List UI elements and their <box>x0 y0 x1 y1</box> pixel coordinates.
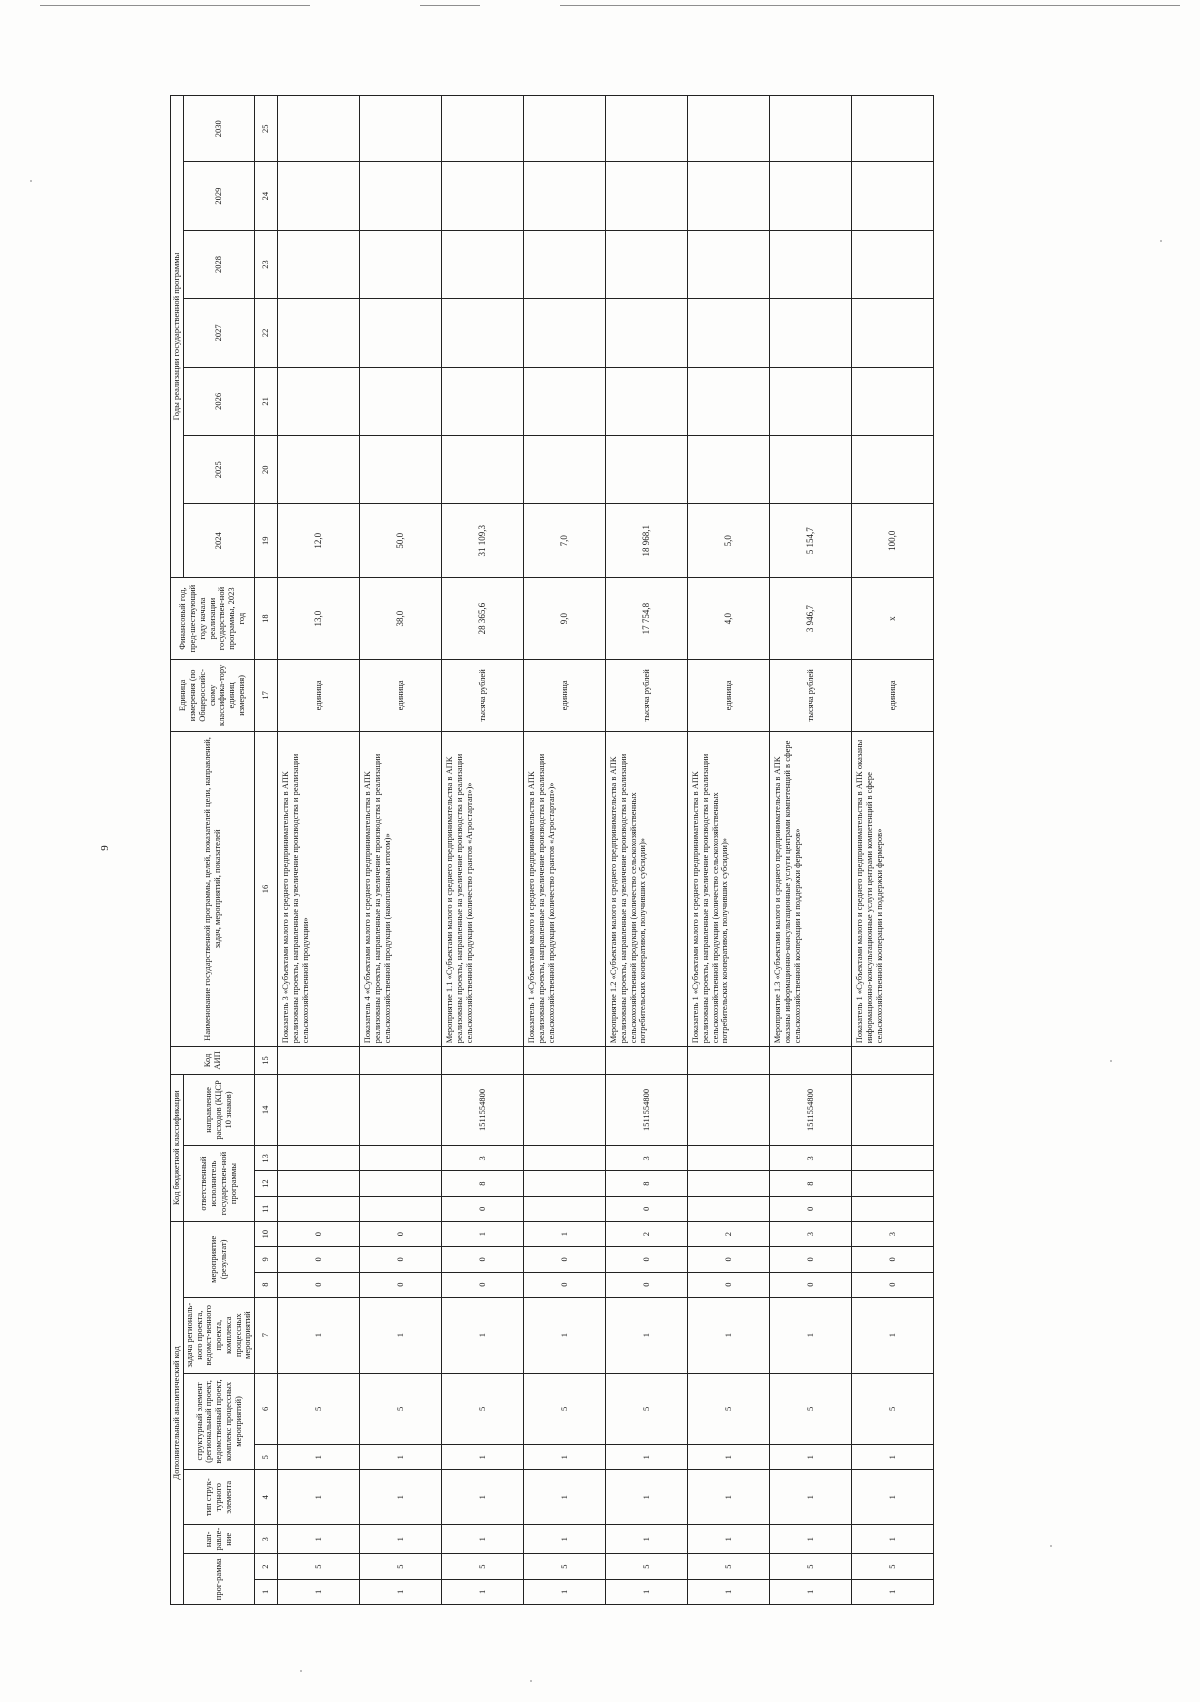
row-code-cell <box>278 1171 360 1196</box>
row-code-cell: 1 <box>688 1445 770 1470</box>
row-code-cell: 0 <box>278 1247 360 1272</box>
row-code-cell: 1 <box>278 1470 360 1525</box>
row-code-cell: 0 <box>360 1221 442 1246</box>
header-unit: Единица измерения (по Общероссийс-скому классифика-тору единиц измерения) <box>171 660 255 732</box>
row-code-cell <box>770 1047 852 1074</box>
row-code-cell: 1 <box>852 1579 934 1604</box>
row-empty-year-cell <box>770 436 852 504</box>
row-empty-year-cell <box>524 367 606 435</box>
col-num: 4 <box>255 1470 278 1525</box>
row-empty-year-cell <box>606 230 688 298</box>
row-code-cell: 1 <box>524 1221 606 1246</box>
row-2024-value: 100,0 <box>852 504 934 578</box>
col-num: 23 <box>255 230 278 298</box>
row-2024-value: 50,0 <box>360 504 442 578</box>
row-unit-cell: единица <box>360 660 442 732</box>
row-base-year-value: 17 754,8 <box>606 578 688 660</box>
row-empty-year-cell <box>852 96 934 162</box>
row-code-cell: 5 <box>360 1554 442 1579</box>
row-code-cell: 1 <box>852 1525 934 1554</box>
row-code-cell: 8 <box>442 1171 524 1196</box>
row-code-cell: 0 <box>524 1272 606 1297</box>
col-num: 19 <box>255 504 278 578</box>
row-code-cell: 1 <box>524 1470 606 1525</box>
row-code-cell: 1 <box>442 1579 524 1604</box>
row-empty-year-cell <box>278 299 360 367</box>
row-unit-cell: единица <box>524 660 606 732</box>
row-code-cell: 1 <box>278 1525 360 1554</box>
row-code-cell: 0 <box>770 1272 852 1297</box>
row-empty-year-cell <box>524 96 606 162</box>
row-empty-year-cell <box>688 299 770 367</box>
row-code-cell: 1511554800 <box>606 1074 688 1146</box>
row-empty-year-cell <box>688 367 770 435</box>
row-empty-year-cell <box>360 299 442 367</box>
row-code-cell: 0 <box>360 1247 442 1272</box>
row-code-cell <box>688 1074 770 1146</box>
header-year-2024: 2024 <box>183 504 254 578</box>
column-number-row <box>255 96 278 1605</box>
row-code-cell <box>688 1047 770 1074</box>
row-unit-cell: единица <box>278 660 360 732</box>
row-code-cell <box>852 1196 934 1221</box>
row-empty-year-cell <box>852 299 934 367</box>
row-base-year-value: 38,0 <box>360 578 442 660</box>
row-empty-year-cell <box>442 96 524 162</box>
row-empty-year-cell <box>442 299 524 367</box>
col-num: 25 <box>255 96 278 162</box>
row-code-cell <box>360 1074 442 1146</box>
row-base-year-value: 13,0 <box>278 578 360 660</box>
row-code-cell: 1511554800 <box>442 1074 524 1146</box>
row-code-cell: 1 <box>442 1221 524 1246</box>
row-empty-year-cell <box>606 367 688 435</box>
row-name-cell: Показатель 4 «Субъектами малого и среднего предпринимательства в АПК реализованы проекты, направленные на увеличение производства и реализации сельскохозяйственной продукции (накопленным итогом)» <box>360 731 442 1047</box>
row-code-cell: 5 <box>770 1373 852 1445</box>
header-year-2025: 2025 <box>183 436 254 504</box>
col-num: 12 <box>255 1171 278 1196</box>
col-num: 8 <box>255 1272 278 1297</box>
row-code-cell: 0 <box>442 1196 524 1221</box>
row-empty-year-cell <box>524 299 606 367</box>
row-code-cell <box>852 1146 934 1171</box>
row-empty-year-cell <box>852 367 934 435</box>
col-num: 16 <box>255 731 278 1047</box>
row-empty-year-cell <box>770 367 852 435</box>
row-code-cell: 2 <box>606 1221 688 1246</box>
header-year-2026: 2026 <box>183 367 254 435</box>
row-base-year-value: 4,0 <box>688 578 770 660</box>
row-empty-year-cell <box>360 367 442 435</box>
col-num: 9 <box>255 1247 278 1272</box>
header-base-year: Финансовый год, пред-шествующий году начала реализации государствен-ной программы, 2023 год <box>171 578 255 660</box>
row-code-cell: 3 <box>606 1146 688 1171</box>
row-2024-value: 31 109,3 <box>442 504 524 578</box>
row-code-cell: 1 <box>606 1297 688 1373</box>
col-num: 5 <box>255 1445 278 1470</box>
col-num: 18 <box>255 578 278 660</box>
col-num: 7 <box>255 1297 278 1373</box>
row-code-cell <box>360 1047 442 1074</box>
col-num: 6 <box>255 1373 278 1445</box>
row-code-cell: 1 <box>770 1525 852 1554</box>
row-unit-cell: единица <box>852 660 934 732</box>
row-code-cell: 3 <box>770 1221 852 1246</box>
row-code-cell <box>524 1074 606 1146</box>
row-code-cell: 0 <box>606 1272 688 1297</box>
row-code-cell: 1 <box>688 1297 770 1373</box>
row-code-cell <box>360 1146 442 1171</box>
row-code-cell: 1 <box>360 1525 442 1554</box>
row-code-cell: 5 <box>770 1554 852 1579</box>
row-code-cell: 1 <box>852 1445 934 1470</box>
row-code-cell: 5 <box>442 1554 524 1579</box>
table-row <box>278 96 360 1605</box>
scan-speck <box>530 1680 532 1682</box>
table-body <box>255 96 934 1605</box>
row-code-cell: 1 <box>688 1579 770 1604</box>
program-table <box>170 95 934 1605</box>
row-code-cell <box>688 1171 770 1196</box>
row-name-cell: Показатель 3 «Субъектами малого и среднего предпринимательства в АПК реализованы проекты, направленные на увеличение производства и реализации сельскохозяйственной продукции» <box>278 731 360 1047</box>
row-unit-cell: тысяча рублей <box>442 660 524 732</box>
row-empty-year-cell <box>852 162 934 230</box>
row-empty-year-cell <box>852 230 934 298</box>
row-code-cell: 1 <box>524 1579 606 1604</box>
table-row <box>770 96 852 1605</box>
scan-edge-top-left <box>40 5 310 6</box>
row-2024-value: 5 154,7 <box>770 504 852 578</box>
col-num: 2 <box>255 1554 278 1579</box>
col-num: 20 <box>255 436 278 504</box>
row-empty-year-cell <box>606 96 688 162</box>
scan-speck <box>1160 240 1162 242</box>
row-name-cell: Показатель 1 «Субъектами малого и среднего предпринимательства в АПК реализованы проекты, направленные на увеличение производства и реализации сельскохозяйственной продукции (количество сельскохозяйственных потребительских кооперативов, получивших субсидии)» <box>688 731 770 1047</box>
row-code-cell: 1 <box>606 1445 688 1470</box>
row-empty-year-cell <box>278 96 360 162</box>
row-code-cell <box>278 1074 360 1146</box>
row-code-cell: 1 <box>606 1470 688 1525</box>
row-name-cell: Показатель 1 «Субъектами малого и среднего предпринимательства в АПК реализованы проекты, направленные на увеличение производства и реализации сельскохозяйственной продукции (количество грантов «Агростартап»)» <box>524 731 606 1047</box>
row-code-cell: 0 <box>852 1272 934 1297</box>
row-code-cell: 5 <box>688 1373 770 1445</box>
row-code-cell: 0 <box>688 1247 770 1272</box>
header-year-2030: 2030 <box>183 96 254 162</box>
row-code-cell <box>606 1047 688 1074</box>
header-struct-element: структурный элемент (региональный проект, ведомственный проект, комплекс процессных мероприятий) <box>183 1373 254 1470</box>
row-code-cell: 0 <box>852 1247 934 1272</box>
row-unit-cell: единица <box>688 660 770 732</box>
table-row <box>852 96 934 1605</box>
row-code-cell <box>688 1196 770 1221</box>
row-empty-year-cell <box>770 230 852 298</box>
row-empty-year-cell <box>688 162 770 230</box>
header-aip-code: Код АИП <box>171 1047 255 1074</box>
row-base-year-value: 28 365,6 <box>442 578 524 660</box>
row-unit-cell: тысяча рублей <box>770 660 852 732</box>
row-base-year-value: х <box>852 578 934 660</box>
header-executor: ответственный исполнитель государствен-ной программы <box>183 1146 254 1222</box>
header-year-2029: 2029 <box>183 162 254 230</box>
table-row <box>606 96 688 1605</box>
row-code-cell: 0 <box>524 1247 606 1272</box>
row-empty-year-cell <box>606 299 688 367</box>
row-code-cell <box>852 1047 934 1074</box>
row-empty-year-cell <box>442 230 524 298</box>
scan-edge-top-middle <box>420 5 480 6</box>
row-code-cell: 5 <box>524 1554 606 1579</box>
row-empty-year-cell <box>524 162 606 230</box>
row-code-cell: 0 <box>278 1272 360 1297</box>
row-code-cell: 1 <box>688 1525 770 1554</box>
row-code-cell <box>360 1196 442 1221</box>
row-code-cell: 1 <box>278 1579 360 1604</box>
row-code-cell: 5 <box>606 1554 688 1579</box>
row-code-cell: 1 <box>524 1445 606 1470</box>
row-code-cell <box>278 1047 360 1074</box>
row-code-cell: 8 <box>770 1171 852 1196</box>
row-empty-year-cell <box>360 96 442 162</box>
header-year-2028: 2028 <box>183 230 254 298</box>
row-code-cell: 0 <box>770 1247 852 1272</box>
row-unit-cell: тысяча рублей <box>606 660 688 732</box>
row-code-cell: 5 <box>442 1373 524 1445</box>
col-num: 15 <box>255 1047 278 1074</box>
row-code-cell: 1 <box>606 1579 688 1604</box>
row-empty-year-cell <box>606 162 688 230</box>
row-code-cell: 0 <box>442 1272 524 1297</box>
row-name-cell: Мероприятие 1.2 «Субъектами малого и среднего предпринимательства в АПК реализованы проекты, направленные на увеличение производства и реализации сельскохозяйственной продукции (количество сельскохозяйственных потребительских кооперативов, получивших субсидии)» <box>606 731 688 1047</box>
row-code-cell <box>524 1047 606 1074</box>
row-code-cell: 3 <box>442 1146 524 1171</box>
rotated-table-container <box>170 95 1080 1605</box>
header-additional-code: Дополнительный аналитический код <box>171 1221 184 1604</box>
row-code-cell: 0 <box>770 1196 852 1221</box>
row-code-cell: 5 <box>360 1373 442 1445</box>
row-2024-value: 18 968,1 <box>606 504 688 578</box>
col-num: 13 <box>255 1146 278 1171</box>
col-num: 3 <box>255 1525 278 1554</box>
row-code-cell: 0 <box>688 1272 770 1297</box>
row-code-cell <box>442 1047 524 1074</box>
row-empty-year-cell <box>688 436 770 504</box>
row-code-cell: 0 <box>606 1247 688 1272</box>
row-2024-value: 12,0 <box>278 504 360 578</box>
table-row <box>442 96 524 1605</box>
row-code-cell <box>524 1146 606 1171</box>
row-code-cell: 0 <box>442 1247 524 1272</box>
header-budget-code: Код бюджетной классификации <box>171 1074 184 1221</box>
table-row <box>360 96 442 1605</box>
row-code-cell: 1 <box>442 1297 524 1373</box>
row-empty-year-cell <box>278 162 360 230</box>
table-row <box>688 96 770 1605</box>
row-name-cell: Мероприятие 1.1 «Субъектами малого и среднего предпринимательства в АПК реализованы проекты, направленные на увеличение производства и реализации сельскохозяйственной продукции (количество грантов «Агростартап»)» <box>442 731 524 1047</box>
row-code-cell: 0 <box>606 1196 688 1221</box>
row-code-cell: 2 <box>688 1221 770 1246</box>
row-empty-year-cell <box>770 96 852 162</box>
row-code-cell: 0 <box>360 1272 442 1297</box>
header-years-group: Годы реализации государственной программы <box>171 96 184 578</box>
col-num: 17 <box>255 660 278 732</box>
row-empty-year-cell <box>688 96 770 162</box>
row-code-cell: 5 <box>852 1554 934 1579</box>
header-event: мероприятие (результат) <box>183 1221 254 1297</box>
row-code-cell: 1 <box>852 1297 934 1373</box>
row-empty-year-cell <box>360 162 442 230</box>
row-code-cell: 5 <box>688 1554 770 1579</box>
row-empty-year-cell <box>770 162 852 230</box>
row-empty-year-cell <box>852 436 934 504</box>
col-num: 1 <box>255 1579 278 1604</box>
row-empty-year-cell <box>688 230 770 298</box>
header-name: Наименование государственной программы, целей, показателей цели, направлений, задач, мероприятий, показателей <box>171 731 255 1047</box>
row-code-cell: 1 <box>360 1470 442 1525</box>
row-empty-year-cell <box>278 367 360 435</box>
row-code-cell: 1 <box>524 1297 606 1373</box>
row-empty-year-cell <box>606 436 688 504</box>
header-task: задача региональ-ного проекта, ведомст-венного проекта, комплекса процессных мероприятий <box>183 1297 254 1373</box>
row-code-cell <box>278 1196 360 1221</box>
row-code-cell: 1 <box>360 1579 442 1604</box>
row-base-year-value: 9,0 <box>524 578 606 660</box>
row-empty-year-cell <box>360 230 442 298</box>
row-code-cell: 0 <box>278 1221 360 1246</box>
col-num: 22 <box>255 299 278 367</box>
col-num: 21 <box>255 367 278 435</box>
header-expense: направление расходов (КЦСР 10 знаков) <box>183 1074 254 1146</box>
row-code-cell: 1 <box>606 1525 688 1554</box>
row-code-cell <box>852 1074 934 1146</box>
row-code-cell: 1511554800 <box>770 1074 852 1146</box>
row-code-cell <box>524 1196 606 1221</box>
row-code-cell: 5 <box>278 1554 360 1579</box>
row-code-cell <box>852 1171 934 1196</box>
row-empty-year-cell <box>524 436 606 504</box>
header-direction: нап-равле-ние <box>183 1525 254 1554</box>
row-code-cell: 1 <box>770 1579 852 1604</box>
header-year-2027: 2027 <box>183 299 254 367</box>
scan-speck <box>30 180 32 182</box>
row-empty-year-cell <box>770 299 852 367</box>
row-code-cell: 3 <box>770 1146 852 1171</box>
col-num: 11 <box>255 1196 278 1221</box>
row-code-cell: 1 <box>442 1470 524 1525</box>
row-code-cell: 1 <box>770 1297 852 1373</box>
row-empty-year-cell <box>278 436 360 504</box>
row-empty-year-cell <box>442 367 524 435</box>
header-program: прог-рамма <box>183 1554 254 1605</box>
row-empty-year-cell <box>442 436 524 504</box>
row-empty-year-cell <box>278 230 360 298</box>
row-code-cell: 5 <box>278 1373 360 1445</box>
row-name-cell: Показатель 1 «Субъектами малого и среднего предпринимательства в АПК оказаны информационно-консультационные услуги центрами компетенций в сфере сельскохозяйственной кооперации и поддержки фермеров» <box>852 731 934 1047</box>
row-base-year-value: 3 946,7 <box>770 578 852 660</box>
row-code-cell: 5 <box>852 1373 934 1445</box>
row-code-cell: 8 <box>606 1171 688 1196</box>
col-num: 10 <box>255 1221 278 1246</box>
row-code-cell: 1 <box>360 1297 442 1373</box>
row-code-cell: 1 <box>442 1445 524 1470</box>
row-code-cell: 1 <box>524 1525 606 1554</box>
scan-speck <box>300 1670 302 1672</box>
row-name-cell: Мероприятие 1.3 «Субъектами малого и среднего предпринимательства в АПК оказаны информационно-консультационные услуги центрами компетенций в сфере сельскохозяйственной кооперации и поддержки фермеров» <box>770 731 852 1047</box>
header-struct-type: тип струк-турного элемента <box>183 1470 254 1525</box>
row-code-cell: 1 <box>360 1445 442 1470</box>
row-code-cell: 5 <box>606 1373 688 1445</box>
page-number: 9 <box>98 845 111 851</box>
row-empty-year-cell <box>524 230 606 298</box>
row-empty-year-cell <box>360 436 442 504</box>
row-code-cell: 1 <box>852 1470 934 1525</box>
row-code-cell: 1 <box>442 1525 524 1554</box>
row-2024-value: 7,0 <box>524 504 606 578</box>
col-num: 24 <box>255 162 278 230</box>
row-code-cell: 1 <box>278 1297 360 1373</box>
row-code-cell <box>278 1146 360 1171</box>
row-code-cell: 1 <box>278 1445 360 1470</box>
row-2024-value: 5,0 <box>688 504 770 578</box>
scan-speck <box>1110 1060 1112 1062</box>
table-row <box>524 96 606 1605</box>
row-code-cell <box>688 1146 770 1171</box>
row-code-cell: 1 <box>688 1470 770 1525</box>
row-code-cell <box>360 1171 442 1196</box>
row-empty-year-cell <box>442 162 524 230</box>
row-code-cell <box>524 1171 606 1196</box>
col-num: 14 <box>255 1074 278 1146</box>
row-code-cell: 1 <box>770 1445 852 1470</box>
row-code-cell: 5 <box>524 1373 606 1445</box>
row-code-cell: 1 <box>770 1470 852 1525</box>
scan-edge-top-right <box>560 5 1180 6</box>
row-code-cell: 3 <box>852 1221 934 1246</box>
